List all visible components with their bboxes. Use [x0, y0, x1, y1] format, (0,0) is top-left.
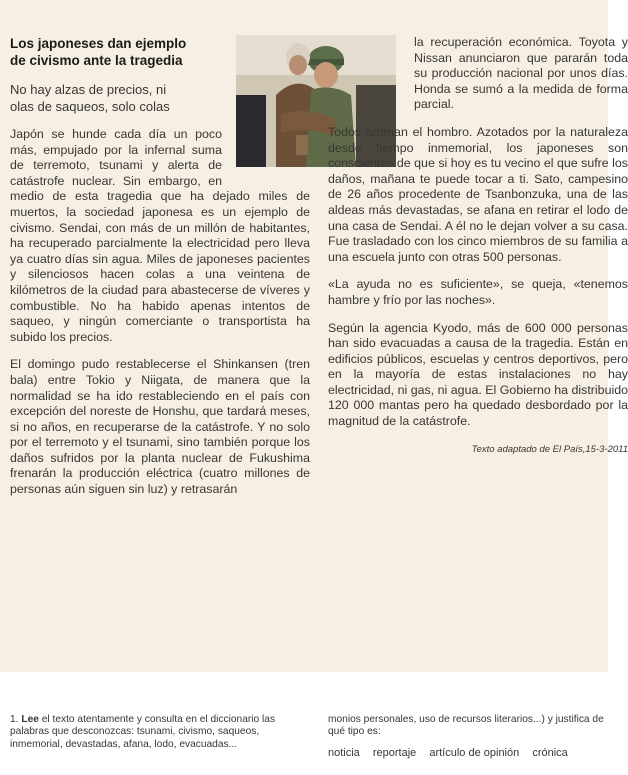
exercise-verb: Lee: [21, 714, 39, 725]
article-paragraph: El domingo pudo restablecerse el Shinkansen (tren bala) entre Tokio y Niigata, de manera que la normalidad se ha ido restableciendo en el país con excepción del noreste de Honshu, que tardará meses, si no años, en recuperarse de la catástrofe. Y no solo por el terremoto y el tsunami, sino también porque los daños sufridos por la planta nuclear de Fukushima frenarán la producción eléctrica (cuatro millones de personas aún siguen sin luz) y retrasarán: [10, 357, 310, 497]
article-subtitle-line1: No hay alzas de precios, ni: [10, 82, 167, 97]
text-type-options: [328, 747, 618, 759]
type-option: artículo de opinión: [429, 746, 520, 759]
right-top-wrap: [328, 35, 628, 113]
type-option: reportaje: [372, 746, 417, 759]
exercise-continuation: [328, 714, 618, 759]
exercise-right-text: monios personales, uso de recursos literarios...) y justifica de qué tipo es:: [328, 714, 604, 738]
type-option: noticia: [328, 746, 360, 759]
exercise-1: [10, 714, 306, 751]
article-paragraph: Japón se hunde cada día un poco más, empujado por la infernal suma de terremoto, tsunami y alerta de catástrofe nuclear. Sin embargo, en medio de esta tragedia que ha dejado miles de muertos, la sociedad japonesa es un ejemplo de civismo. Sendai, con más de un millón de habitantes, ha recuperado parcialmente la electricidad pero lleva ya cuatro días sin agua. Miles de japoneses pacientes y silenciosos hacen colas a una veintena de kilómetros de la ciudad para abastecerse de víveres y combustible. No ha habido apenas intentos de saqueo, y ningún comerciante o transportista ha subido los precios.: [10, 127, 310, 344]
article-title-line1: Los japoneses dan ejemplo: [10, 36, 187, 51]
article-title-line2: de civismo ante la tragedia: [10, 53, 183, 68]
exercise-text: el texto atentamente y consulta en el diccionario las palabras que desconozcas: tsunami, civismo, saqueos, inmemorial, devastadas, afana, lodo, evacuadas...: [10, 714, 276, 750]
article-quote: «La ayuda no es suficiente», se queja, «tenemos hambre y frío por las noches».: [328, 277, 628, 307]
article-source: Texto adaptado de El País,15-3-2011: [471, 443, 628, 455]
type-option: crónica: [532, 746, 568, 759]
article-paragraph: la recuperación económica. Toyota y Nissan anunciaron que pararán toda su producción nacional por unos días. Honda se sumó a la medida de forma parcial.: [414, 35, 628, 112]
article-paragraph: Según la agencia Kyodo, más de 600 000 personas han sido evacuadas a causa de la tragedia. Están en edificios públicos, escuelas y centros deportivos, pero en la mayoría de estas instalaciones no hay electricidad, ni gas, ni agua. El Gobierno ha distribuido 120 000 mantas pero ha quedado desbordado por la magnitud de la catástrofe.: [328, 320, 628, 429]
exercise-number: 1.: [10, 714, 19, 725]
article-right-column: [328, 35, 628, 464]
article-subtitle-line2: olas de saqueos, solo colas: [10, 98, 170, 114]
article-paragraph: Todos arriman el hombro. Azotados por la naturaleza desde tiempo inmemorial, los japoneses son conscientes de que si hoy es tu vecino el que sufre los daños, mañana te puede tocar a ti. Sato, campesino de 26 años procedente de Tsanbonzuka, una de las aldeas más devastadas, se afana en retirar el lodo de una casa de Sendai. A él no le dejan volver a su casa. Fue trasladado con los cinco miembros de su familia a una escuela junto con otras 500 personas.: [328, 124, 628, 264]
